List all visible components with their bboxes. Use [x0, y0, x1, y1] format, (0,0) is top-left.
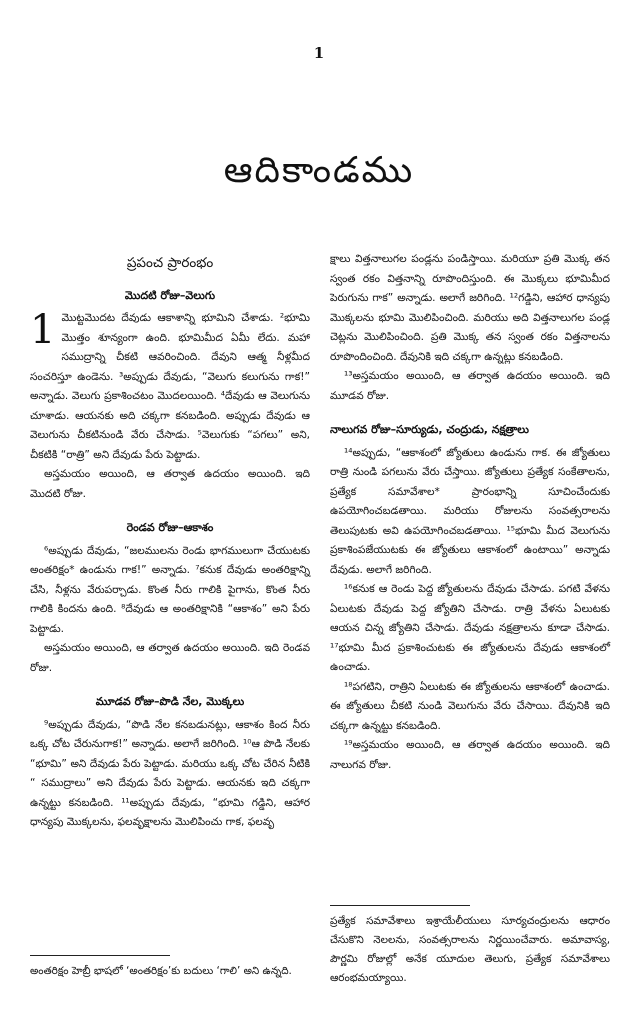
verse-paragraph: ¹⁸పగటిని, రాత్రిని ఏలుటకు ఈ జ్యోతులను ఆకాశంలో ఉంచాడు. ఈ జ్యోతులు చీకటి నుండి వెలుగును వేరు చేసాయి. దేవునికి ఇది చక్కగా ఉన్నట్టు కనబడింది. — [330, 680, 610, 732]
footnote-divider — [330, 905, 470, 906]
right-column — [330, 250, 610, 775]
verse-paragraph: ¹⁶కనుక ఆ రెండు పెద్ద జ్యోతులను దేవుడు చేసాడు. పగటి వేళను ఏలుటకు దేవుడు పెద్ద జ్యోతిని చేసాడు. రాత్రి వేళను ఏలుటకు ఆయన చిన్న జ్యోతిని చేసాడు. దేవుడు నక్షత్రాలను కూడా చేసాడు. ¹⁷భూమి మీద ప్రకాశించుటకు ఈ జ్యోతులను దేవుడు ఆకాశంలో ఉంచాడు. — [330, 583, 610, 673]
verse-paragraph: క్షాలు విత్తనాలుగల పండ్లను పండిస్తాయి. మరియూ ప్రతి మొక్క తన స్వంత రకం విత్తనాన్ని రూపొందిస్తుంది. ఈ మొక్కలు భూమిమీద పెరుగును గాక” అన్నాడు. అలాగే జరిగింది. ¹²గడ్డిని, ఆహార ధాన్యపు మొక్కలను భూమి మొలిపించింది. మరియు అది విత్తనాలుగల పండ్ల చెట్లను మొలిపించింది. ప్రతి మొక్క తన స్వంత రకం విత్తనాలను రూపొందించింది. దేవునికి ఇది చక్కగా ఉన్నట్లు కనబడింది. — [330, 253, 610, 363]
verse-paragraph: ⁹అప్పుడు దేవుడు, “పొడి నేల కనబడునట్లు, ఆకాశం కింద నీరు ఒక్క చోట చేరునుగాక!” అన్నాడు. అలాగే జరిగింది. ¹⁰ఆ పొడి నేలకు “భూమి” అని దేవుడు పేరు పెట్టాడు. మరియు ఒక్క చోట చేరిన నీటికి “ సముద్రాలు” అని దేవుడు పేరు పెట్టాడు. ఆయనకు ఇది చక్కగా ఉన్నట్టు కనబడింది. ¹¹అప్పుడు దేవుడు, “భూమి గడ్డిని, ఆహార ధాన్యపు మొక్కలను, ఫలవృక్షాలను మొలిపించు గాక, ఫలవృ — [30, 718, 310, 828]
page-number: 1 — [313, 44, 325, 62]
verse-paragraph: ¹⁹అస్తమయం అయింది, ఆ తర్వాత ఉదయం అయింది. ఇది నాలుగవ రోజు. — [330, 739, 610, 771]
chapter-number: 1 — [30, 307, 56, 353]
footnote-left: అంతరిక్షం హెబ్రీ భాషలో ‘అంతరిక్షం’కు బదులు ‘గాలి’ అని ఉన్నది. — [30, 965, 292, 977]
verse-paragraph — [30, 309, 310, 465]
verse-text: మొట్టమొదట దేవుడు ఆకాశాన్ని భూమిని చేశాడు. ²భూమి మొత్తం శూన్యంగా ఉంది. భూమిమీద ఏమీ లేదు. మహా సముద్రాన్ని చీకటి ఆవరించింది. దేవుని ఆత్మ నీళ్లమీద సంచరిస్తూ ఉండెను. ³అప్పుడు దేవుడు, “వెలుగు కలుగును గాక!” అన్నాడు. వెలుగు ప్రకాశించటం మొదలయింది. ⁴దేవుడు ఆ వెలుగును చూశాడు. ఆయనకు అది చక్కగా కనబడింది. అప్పుడు దేవుడు ఆ వెలుగును చీకటినుండి వేరు చేసాడు. ⁵వెలుగుకు “పగలు” అని, చీకటికి “రాత్రి” అని దేవుడు పేరు పెట్టాడు. — [30, 312, 310, 461]
day1-heading: మొదటి రోజు–వెలుగు — [124, 288, 216, 302]
verse-paragraph: అస్తమయం అయింది, ఆ తర్వాత ఉదయం అయింది. ఇది రెండవ రోజు. — [30, 642, 310, 674]
footnote-divider — [30, 955, 170, 956]
day2-heading: రెండవ రోజు–ఆకాశం — [126, 521, 214, 534]
section-heading: ప్రపంచ ప్రారంభం — [126, 255, 214, 271]
footnote-right: ప్రత్యేక సమావేశాలు ఇశ్రాయేలీయులు సూర్యచంద్రులను ఆధారం చేసుకొని నెలలను, సంవత్సరాలను నిర్ణయించేవారు. అమావాస్య, పౌర్ణమి రోజుల్లో అనేక యూదుల తెలుగు, ప్రత్యేక సమావేశాలు ఆరంభమయ్యాయి. — [330, 915, 610, 984]
verse-paragraph: అస్తమయం అయింది, ఆ తర్వాత ఉదయం అయింది. ఇది మొదటి రోజు. — [30, 468, 310, 500]
left-column — [30, 250, 310, 833]
verse-paragraph: ¹⁴అప్పుడు, “ఆకాశంలో జ్యోతులు ఉండును గాక. ఈ జ్యోతులు రాత్రి నుండి పగలును వేరు చేస్తాయి. జ్యోతులు ప్రత్యేక సంకేతాలను, ప్రత్యేక సమావేశాల* ప్రారంభాన్ని సూచించేందుకు ఉపయోగించబడతాయి. మరియు రోజులను సంవత్సరాలను తెలుపుటకు అవి ఉపయోగించబడతాయి. ¹⁵భూమి మీద వెలుగును ప్రకాశింపజేయుటకు ఈ జ్యోతులు ఆకాశంలో ఉంటాయి” అన్నాడు దేవుడు. అలాగే జరిగింది. — [330, 446, 610, 576]
verse-paragraph: ⁶అప్పుడు దేవుడు, “జలములను రెండు భాగములుగా చేయుటకు అంతరిక్షం* ఉండును గాక!” అన్నాడు. ⁷కనుక దేవుడు అంతరిక్షాన్ని చేసి, నీళ్లను వేరుపర్చాడు. కొంత నీరు గాలికి పైగాను, కొంత నీరు గాలికి కిందను ఉంది. ⁸దేవుడు ఆ అంతరిక్షానికి “ఆకాశం” అని పేరు పెట్టాడు. — [30, 544, 310, 635]
book-title: ఆదికాండము — [223, 150, 415, 191]
day4-heading: నాలుగవ రోజు–సూర్యుడు, చంద్రుడు, నక్షత్రాలు — [330, 423, 529, 436]
verse-paragraph: ¹³అస్తమయం అయింది, ఆ తర్వాత ఉదయం అయింది. ఇది మూడవ రోజు. — [330, 370, 610, 402]
day3-heading: మూడవ రోజు–పొడి నేల, మొక్కలు — [95, 695, 245, 708]
